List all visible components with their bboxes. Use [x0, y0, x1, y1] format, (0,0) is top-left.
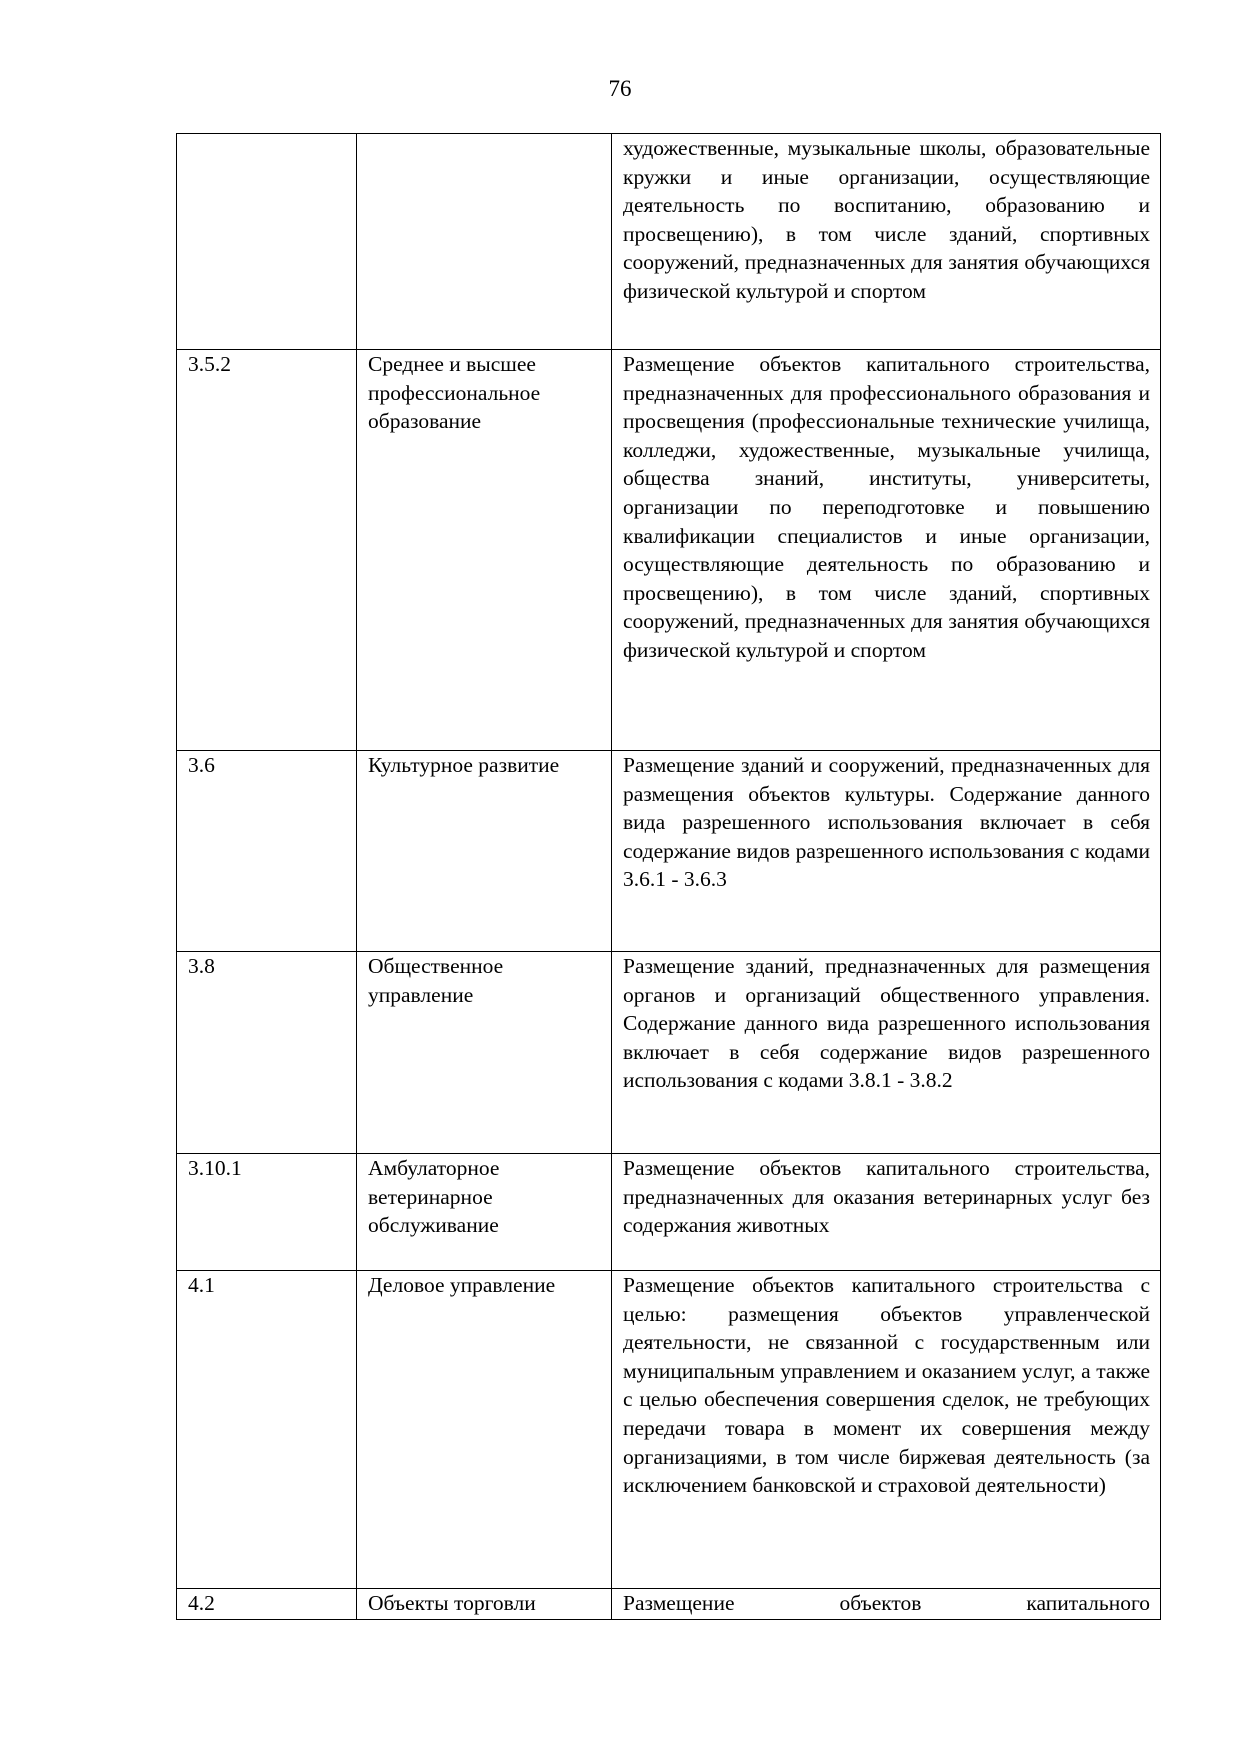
code-cell — [177, 134, 357, 350]
name-text: Общественное управление — [368, 954, 504, 1007]
description-cell — [612, 350, 1161, 751]
name-text: Деловое управление — [368, 1273, 556, 1297]
code-text: 3.8 — [188, 954, 215, 978]
code-cell — [177, 751, 357, 952]
code-cell — [177, 1154, 357, 1271]
description-cell — [612, 751, 1161, 952]
description-text: Размещение объектов капитального строительства с целью: размещения объектов управленческой деятельности, не связанной с государственным или муниципальным управлением и оказанием услуг, а также с целью обеспечения совершения сделок, не требующих передачи товара в момент их совершения между организациями, в том числе биржевая деятельность (за исключением банковской и страховой деятельности) — [623, 1273, 1150, 1498]
code-cell — [177, 952, 357, 1154]
name-text: Среднее и высшее профессиональное образование — [368, 352, 541, 434]
code-text: 4.2 — [188, 1591, 215, 1615]
description-cell — [612, 1589, 1161, 1620]
description-cell — [612, 1154, 1161, 1271]
name-text: Объекты торговли — [368, 1591, 536, 1615]
table-row — [177, 1154, 1161, 1271]
code-text: 4.1 — [188, 1273, 215, 1297]
name-cell — [357, 350, 612, 751]
page-number: 76 — [608, 76, 632, 101]
description-text: Размещение объектов капитального строительства, предназначенных для профессионального образования и просвещения (профессиональные технические училища, колледжи, художественные, музыкальные училища, общества знаний, институты, университеты, организации по переподготовке и повышению квалификации специалистов и иные организации, осуществляющие деятельность по образованию и просвещению), в том числе зданий, спортивных сооружений, предназначенных для занятия обучающихся физической культурой и спортом — [623, 352, 1150, 662]
table-row — [177, 134, 1161, 350]
description-text: Размещение зданий, предназначенных для размещения органов и организаций общественного управления. Содержание данного вида разрешенного использования включает в себя содержание видов разрешенного использования с кодами 3.8.1 - 3.8.2 — [623, 954, 1150, 1093]
name-cell — [357, 1154, 612, 1271]
code-text: 3.5.2 — [188, 352, 231, 376]
code-cell — [177, 1589, 357, 1620]
description-cell — [612, 1271, 1161, 1589]
description-cell — [612, 134, 1161, 350]
table-row — [177, 350, 1161, 751]
description-text: художественные, музыкальные школы, образовательные кружки и иные организации, осуществляющие деятельность по воспитанию, образованию и просвещению), в том числе зданий, спортивных сооружений, предназначенных для занятия обучающихся физической культурой и спортом — [623, 136, 1150, 303]
name-cell — [357, 952, 612, 1154]
table-row — [177, 952, 1161, 1154]
name-text: Амбулаторное ветеринарное обслуживание — [368, 1156, 500, 1238]
name-text: Культурное развитие — [368, 753, 560, 777]
code-text: 3.10.1 — [188, 1156, 242, 1180]
table-row — [177, 1589, 1161, 1620]
name-cell — [357, 751, 612, 952]
table-row — [177, 751, 1161, 952]
description-text: Размещение объектов капитального — [623, 1591, 1150, 1615]
description-text: Размещение зданий и сооружений, предназначенных для размещения объектов культуры. Содержание данного вида разрешенного использования включает в себя содержание видов разрешенного использования с кодами 3.6.1 - 3.6.3 — [623, 753, 1150, 892]
code-cell — [177, 350, 357, 751]
code-cell — [177, 1271, 357, 1589]
land-use-table — [176, 133, 1161, 1620]
table-row — [177, 1271, 1161, 1589]
description-cell — [612, 952, 1161, 1154]
description-text: Размещение объектов капитального строительства, предназначенных для оказания ветеринарных услуг без содержания животных — [623, 1156, 1150, 1238]
name-cell — [357, 134, 612, 350]
name-cell — [357, 1589, 612, 1620]
code-text: 3.6 — [188, 753, 215, 777]
name-cell — [357, 1271, 612, 1589]
